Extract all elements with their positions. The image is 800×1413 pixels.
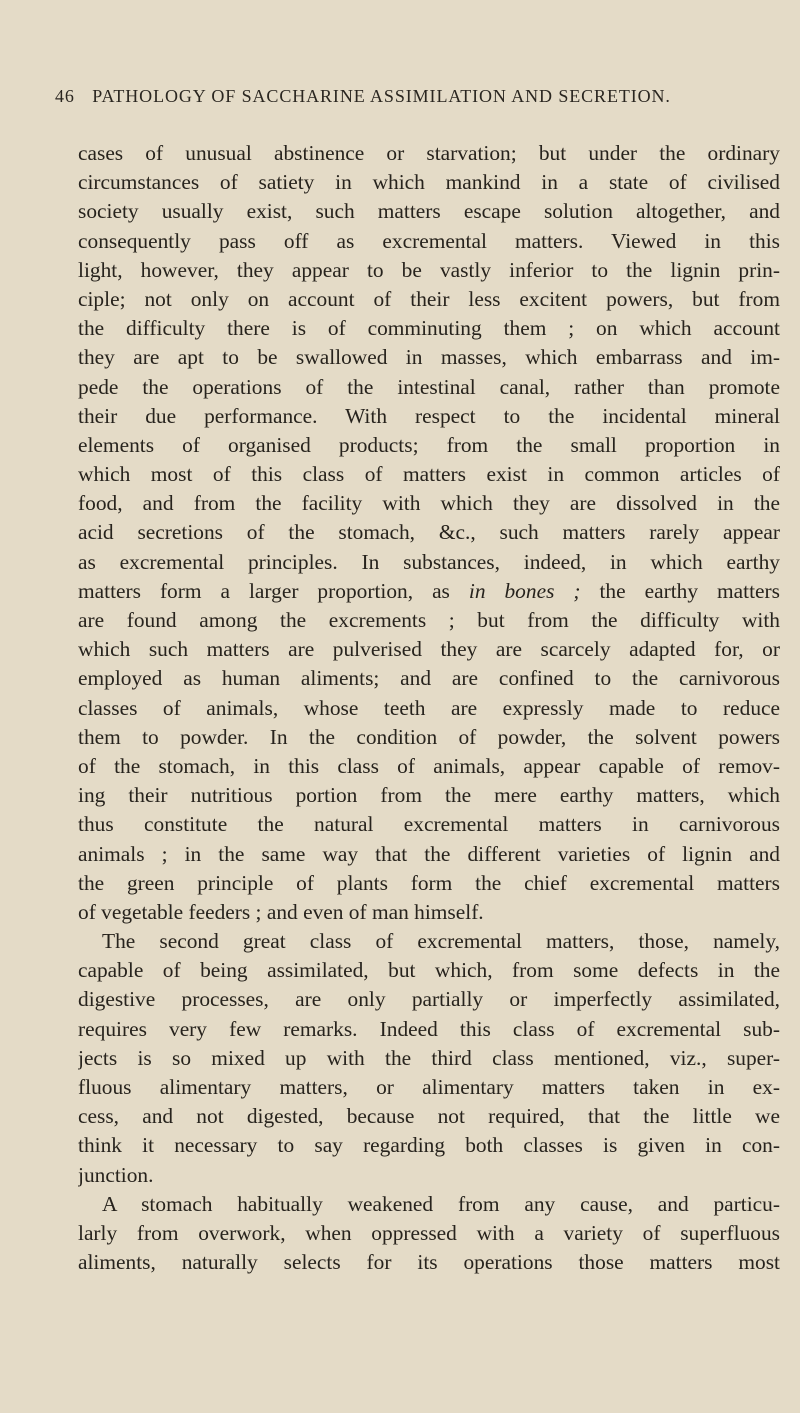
text-line: employed as human aliments; and are confined to the carnivorous	[78, 666, 780, 691]
text-line: of vegetable feeders ; and even of man himself.	[78, 899, 484, 924]
text-line: cess, and not digested, because not required, that the little we	[78, 1104, 780, 1129]
text-line: society usually exist, such matters escape solution altogether, and	[78, 199, 780, 224]
italic-phrase: in bones ;	[468, 578, 581, 603]
text-line: elements of organised products; from the small proportion in	[78, 432, 780, 457]
text-line: of the stomach, in this class of animals, appear capable of remov-	[78, 753, 780, 778]
text-line: capable of being assimilated, but which, from some defects in the	[78, 958, 780, 983]
text-line-with-italic	[78, 577, 780, 606]
text-line: A stomach habitually weakened from any cause, and particu-	[102, 1191, 780, 1216]
text-line: thus constitute the natural excremental matters in carnivorous	[78, 812, 780, 837]
text-line: the difficulty there is of comminuting them ; on which account	[78, 316, 780, 341]
running-header	[55, 86, 775, 107]
text-line: light, however, they appear to be vastly inferior to the lignin prin-	[78, 257, 780, 282]
text-line: larly from overwork, when oppressed with a variety of superfluous	[78, 1220, 780, 1245]
text-line: junction.	[78, 1162, 154, 1187]
text-line: classes of animals, whose teeth are expressly made to reduce	[78, 695, 780, 720]
text-line: digestive processes, are only partially or imperfectly assimilated,	[78, 987, 780, 1012]
text-line: fluous alimentary matters, or alimentary matters taken in ex-	[78, 1075, 780, 1099]
text-line: are found among the excrements ; but from the difficulty with	[78, 608, 780, 632]
text-line: requires very few remarks. Indeed this class of excremental sub-	[78, 1016, 780, 1041]
body-text	[78, 139, 780, 1277]
text-line: which most of this class of matters exist in common articles of	[78, 462, 780, 487]
text-line: consequently pass off as excremental matters. Viewed in this	[78, 228, 780, 253]
text-line: food, and from the facility with which they are dissolved in the	[78, 491, 780, 516]
text-line: as excremental principles. In substances, indeed, in which earthy	[78, 549, 780, 574]
text-line: think it necessary to say regarding both classes is given in con-	[78, 1133, 780, 1158]
text-line: ing their nutritious portion from the mere earthy matters, which	[78, 783, 780, 808]
text-line: which such matters are pulverised they are scarcely adapted for, or	[78, 637, 780, 662]
text-line: ciple; not only on account of their less excitent powers, but from	[78, 286, 780, 311]
text-segment: matters form a larger proportion, as	[78, 578, 450, 603]
text-segment: the earthy matters	[599, 578, 780, 603]
page-number: 46	[55, 86, 75, 106]
text-line: The second great class of excremental matters, those, namely,	[102, 929, 780, 954]
running-title: PATHOLOGY OF SACCHARINE ASSIMILATION AND SECRETION.	[92, 86, 671, 106]
text-line: jects is so mixed up with the third class mentioned, viz., super-	[78, 1045, 780, 1070]
text-line: them to powder. In the condition of powder, the solvent powers	[78, 724, 780, 749]
text-line: aliments, naturally selects for its operations those matters most	[78, 1250, 780, 1275]
text-line: animals ; in the same way that the different varieties of lignin and	[78, 841, 780, 866]
text-line: pede the operations of the intestinal canal, rather than promote	[78, 374, 780, 399]
text-line: they are apt to be swallowed in masses, which embarrass and im-	[78, 345, 780, 370]
text-line: acid secretions of the stomach, &c., such matters rarely appear	[78, 520, 780, 545]
text-line: their due performance. With respect to the incidental mineral	[78, 403, 780, 428]
text-line: circumstances of satiety in which mankind in a state of civilised	[78, 170, 780, 195]
text-line: cases of unusual abstinence or starvation; but under the ordinary	[78, 141, 780, 165]
text-line: the green principle of plants form the chief excremental matters	[78, 870, 780, 895]
